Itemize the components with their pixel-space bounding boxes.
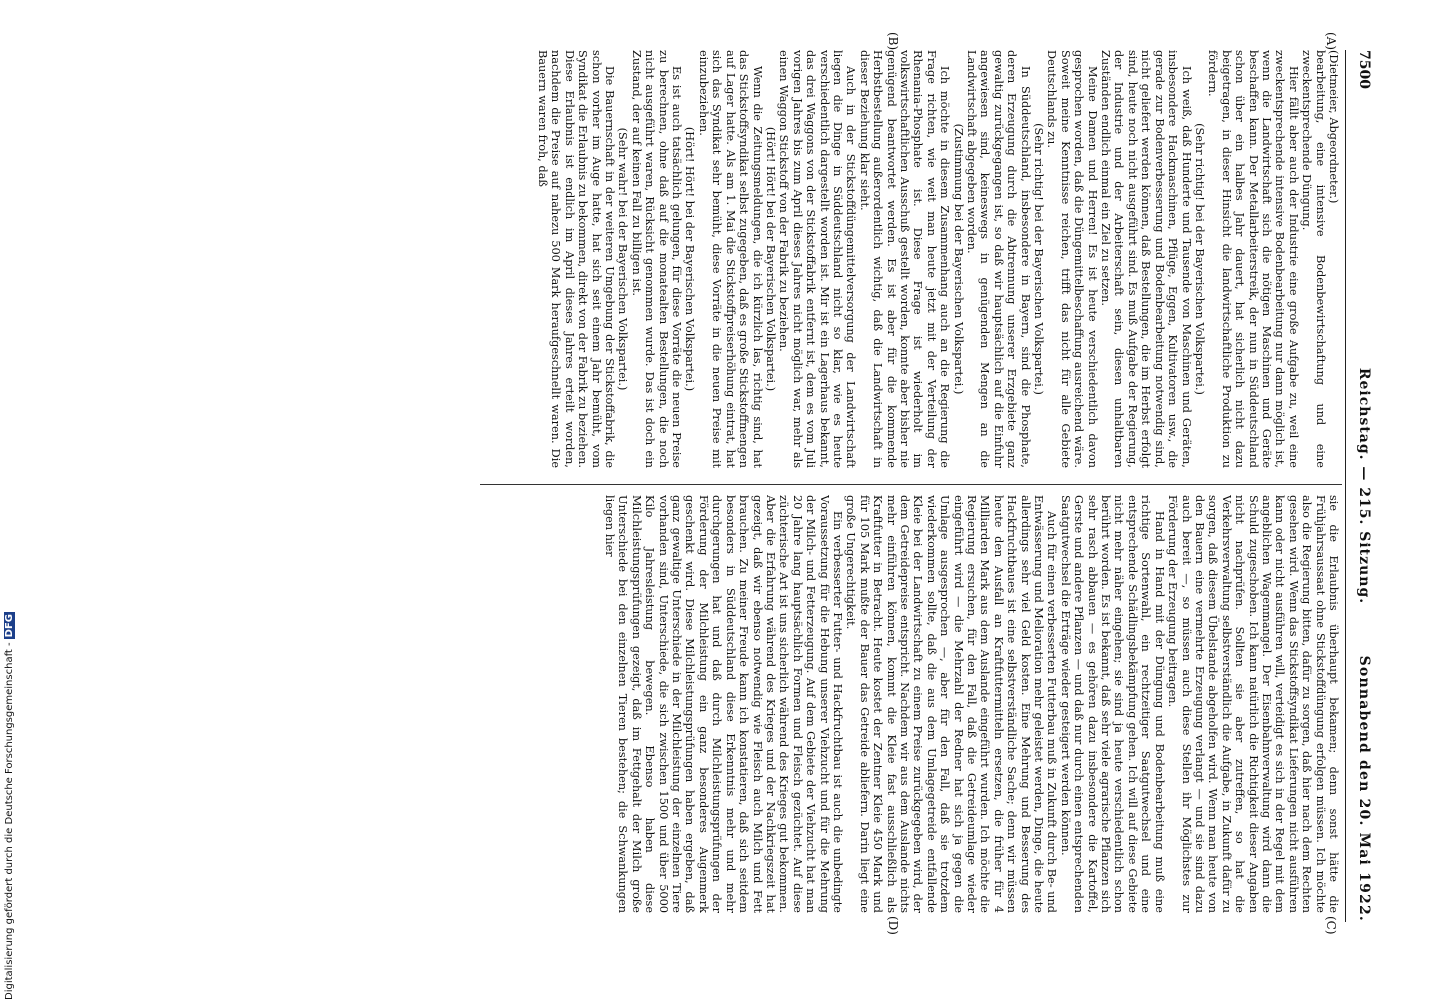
paragraph: Die Bauernschaft in der weiteren Umgebung der Stickstoffabrik, die schon vorher im Auge hatte, hat sich seit einem Jahr bemüht, vom Syndikat die Erlaubnis zu bekommen, direkt von der Fabrik zu beziehen. Diese Erlaubnis ist endlich im April dieses Jahres erteilt worden, nachdem die Preise auf nahezu 500 Mark heraufgeschnellt waren. Die Bauern waren froh, daß <box>536 50 617 468</box>
paragraph: bearbeitung, eine intensive Bodenbewirtschaftung und eine zweckentsprechende Düngung. <box>1300 50 1327 468</box>
interjection: (Hört! Hört! bei der Bayerischen Volkspartei.) <box>683 126 697 392</box>
page-number: 7500 <box>1356 50 1372 89</box>
text-column-left <box>480 50 1340 468</box>
paragraph: In Süddeutschland, insbesondere in Bayern, sind die Phosphate, deren Erzeugung durch die Abtrennung unserer Erzgebiete ganz gewaltig zurückgegangen ist, so daß wir hauptsächlich auf die Einfuhr angewiesen sind, keineswegs in genügenden Mengen an die Landwirtschaft abgegeben worden. <box>965 50 1032 468</box>
interjection: (Zustimmung bei der Bayerischen Volkspartei.) <box>951 123 965 395</box>
margin-mark-d: (D) <box>886 916 900 935</box>
paragraph: Ich möchte in diesem Zusammenhang auch an die Regierung die Frage richten, wie weit man heute jetzt mit der Verteilung der Rhenania-Phosphate ist. Diese Frage ist wiederholt im volkswirtschaftlichen Ausschuß gestellt worden, konnte aber bisher nie genügend beantwortet werden. Es ist aber für die kommende Herbstbestellung außerordentlich wichtig, daß die Landwirtschaft in dieser Beziehung klar sieht. <box>857 50 952 468</box>
dfg-logo: DFG <box>4 614 15 638</box>
page-header <box>1348 50 1372 922</box>
interjection: (Hört! Hört! bei der Bayerischen Volkspartei.) <box>763 126 777 392</box>
speaker-line: (Dietmeier, Abgeordneter.) <box>1327 50 1340 204</box>
margin-mark-c: (C) <box>1324 916 1338 935</box>
paragraph: Ich weiß, daß Hunderte und Tausende von Maschinen und Geräten, insbesondere Hackmaschinen, Pflüge, Eggen, Kultivatoren usw., die gerade zur Bodenverbesserung und Bodenbearbeitung notwendig sind, nicht geliefert werden können, daß Bestellungen, die im Herbst erfolgt sind, heute noch nicht ausgeführt sind. Es muß Aufgabe der Regierung, der Industrie und der Arbeiterschaft sein, diesen unhaltbaren Zuständen endlich einmal ein Ziel zu setzen. <box>1099 50 1193 468</box>
paragraph: sie die Erlaubnis überhaupt bekamen; denn sonst hätte die Frühjahrsaussaat ohne Stickstoffdüngung erfolgen müssen. Ich möchte also die Regierung bitten, dafür zu sorgen, daß hier nach dem Rechten gesehen wird. Wenn das Stickstoffsyndikat Lieferungen nicht ausführen kann oder nicht ausführen will, verteidigt es sich in der Regel mit dem angeblichen Wagenmangel. Der Eisenbahnverwaltung wird dann die Schuld zugeschoben. Ich kann natürlich die Richtigkeit dieser Angaben nicht nachprüfen. Sollten sie aber zutreffen, so hat die Verkehrsverwaltung selbstverständlich die Aufgabe, in Zukunft dafür zu sorgen, daß diesem Übelstande abgeholfen wird. Wenn man heute von den Bauern eine vermehrte Erzeugung verlangt — und sie sind dazu auch bereit —, so müssen auch diese Stellen ihr Möglichstes zur Förderung der Erzeugung beitragen. <box>1166 495 1340 913</box>
paragraph: Meine Damen und Herren! Es ist heute verschiedentlich davon gesprochen worden, daß die Düngemittelbeschaffung ausreichend wäre. Soweit meine Kenntnisse reichen, trifft das nicht für alle Gebiete Deutschlands zu. <box>1045 50 1099 468</box>
paragraph: Hier fällt aber auch der Industrie eine große Aufgabe zu, weil eine zweckentsprechende intensive Bodenbearbeitung nur dann möglich ist, wenn die Landwirtschaft sich die nötigen Maschinen und Geräte beschaffen kann. Der Metallarbeiterstreik, der nun in Süddeutschland schon über ein halbes Jahr dauert, hat sicherlich nicht dazu beigetragen, in dieser Hinsicht die landwirtschaftliche Produktion zu fördern. <box>1206 50 1300 468</box>
paragraph: Hand in Hand mit der Düngung und Bodenbearbeitung muß eine richtige Sortenwahl, ein rechtzeitiger Saatgutwechsel und eine entsprechende Schädlingsbekämpfung gehen. Ich will auf diese Gebiete nicht mehr näher eingehen; sie sind ja heute verschiedentlich schon berührt worden. Es ist bekannt, daß sehr viele agrarische Pflanzen sich sehr rasch abbauen — es gehören dazu insbesondere die Kartoffel, Gerste und andere Pflanzen — und daß nur durch einen entsprechenden Saatgutwechsel die Erträge wieder gesteigert werden können. <box>1058 495 1166 913</box>
interjection: (Sehr richtig! bei der Bayerischen Volkspartei.) <box>1192 123 1206 395</box>
paragraph: Auch in der Stickstoffdüngemittelversorgung der Landwirtschaft liegen die Dinge in Süddeutschland nicht so klar, wie es heute verschiedentlich dargestellt worden ist. Mir ist ein Lagerhaus bekannt, das drei Waggons von der Stickstoffabrik entfernt ist, dem es vom Juli vorigen Jahres bis zum April dieses Jahres nicht möglich war, mehr als einen Waggon Stickstoff von der Fabrik zu beziehen. <box>777 50 858 468</box>
column-divider <box>480 484 1342 485</box>
credit-text: Digitalisierung gefördert durch die Deutsche Forschungsgemeinschaft - <box>4 642 15 1000</box>
paragraph: Es ist auch tatsächlich gelungen, für diese Vorräte die neuen Preise zu berechnen, ohne daß auf die monatealten Bestellungen, die noch nicht ausgeführt waren, Rücksicht genommen wurde. Das ist doch ein Zustand, der auf keinen Fall zu billigen ist. <box>629 50 684 468</box>
paragraph: Auch für einen verbesserten Futterbau muß in Zukunft durch Be- und Entwässerung und Melioration mehr geleistet werden, Dinge, die heute allerdings sehr viel Geld kosten. Eine Mehrung und Besserung des Hackfruchtbaues ist eine selbstverständliche Sache; denn wir müssen heute den Ausfall an Kraftfuttermitteln ersetzen, die früher für 4 Milliarden Mark aus dem Auslande eingeführt wurden. Ich möchte die Regierung ersuchen, für den Fall, daß die Getreideumlage wieder eingeführt wird — die Mehrzahl der Redner hat sich ja gegen die Umlage ausgesprochen —, aber für den Fall, daß sie trotzdem wiederkommen sollte, daß die aus dem Umlagegetreide entfallende Kleie bei der Landwirtschaft zu einem Preise zurückgegeben wird, der dem Getreidepreise entspricht. Nachdem wir aus dem Auslande nichts mehr einführen können, kommt die Kleie fast ausschließlich als Kraftfutter in Betracht. Heute kostet der Zentner Kleie 450 Mark und für 105 Mark mußte der Bauer das Getreide abliefern. Darin liegt eine große Ungerechtigkeit. <box>844 495 1059 913</box>
session-date: Sonnabend den 20. Mai 1922. <box>1356 655 1372 922</box>
margin-mark-b: (B) <box>886 32 900 51</box>
paragraph: Ein verbesserter Futter- und Hackfruchtbau ist auch die unbedingte Voraussetzung für die Hebung unserer Viehzucht und für die Mehrung der Milch- und Fetterzeugung. Auf dem Gebiete der Viehzucht hat man 20 Jahre lang hauptsächlich Formen und Fleisch gezüchtet. Auf diese züchterische Art ist uns sicherlich während des Krieges gut bekommen. Aber die Erfahrung während des Krieges und der Nachkriegszeit hat gezeigt, daß wir ebenso notwendig wie Fleisch auch Milch und Fett brauchen. Zu meiner Freude kann ich konstatieren, daß sich seitdem besonders in Süddeutschland diese Erkenntnis mehr und mehr durchgerungen hat und daß durch Milchleistungsprüfungen der Förderung der Milchleistung ein ganz besonderes Augenmerk geschenkt wird. Diese Milchleistungsprüfungen haben ergeben, daß ganz gewaltige Unterschiede in der Milchleistung der einzelnen Tiere vorhanden sind, Unterschiede, die sich zwischen 1500 und über 5000 Kilo Jahresleistung bewegen. Ebenso haben diese Milchleistungsprüfungen gezeigt, daß im Fettgehalt der Milch große Unterschiede bei den einzelnen Tieren bestehen; die Schwankungen liegen hier <box>603 495 844 913</box>
digitization-credit <box>4 612 15 1000</box>
running-title: Reichstag. — 215. Sitzung. <box>1356 367 1372 605</box>
interjection: (Sehr richtig! bei der Bayerischen Volkspartei.) <box>1032 123 1046 395</box>
header-rule <box>1345 50 1346 922</box>
text-column-right <box>480 495 1340 913</box>
paragraph: Wenn die Zeitungsmeldungen, die ich kürzlich las, richtig sind, hat das Stickstoffsyndikat selbst zugegeben, daß es große Stickstoffmengen auf Lager hatte. Als am 1. Mai die Stickstoffpreiserhöhung eintrat, hat sich das Syndikat sehr bemüht, diese Vorräte in die neuen Preise mit einzubeziehen. <box>696 50 764 468</box>
margin-mark-a: (A) <box>1324 32 1338 51</box>
scanned-page <box>110 32 1372 935</box>
interjection: (Sehr wahr! bei der Bayerischen Volkspartei.) <box>616 127 630 391</box>
